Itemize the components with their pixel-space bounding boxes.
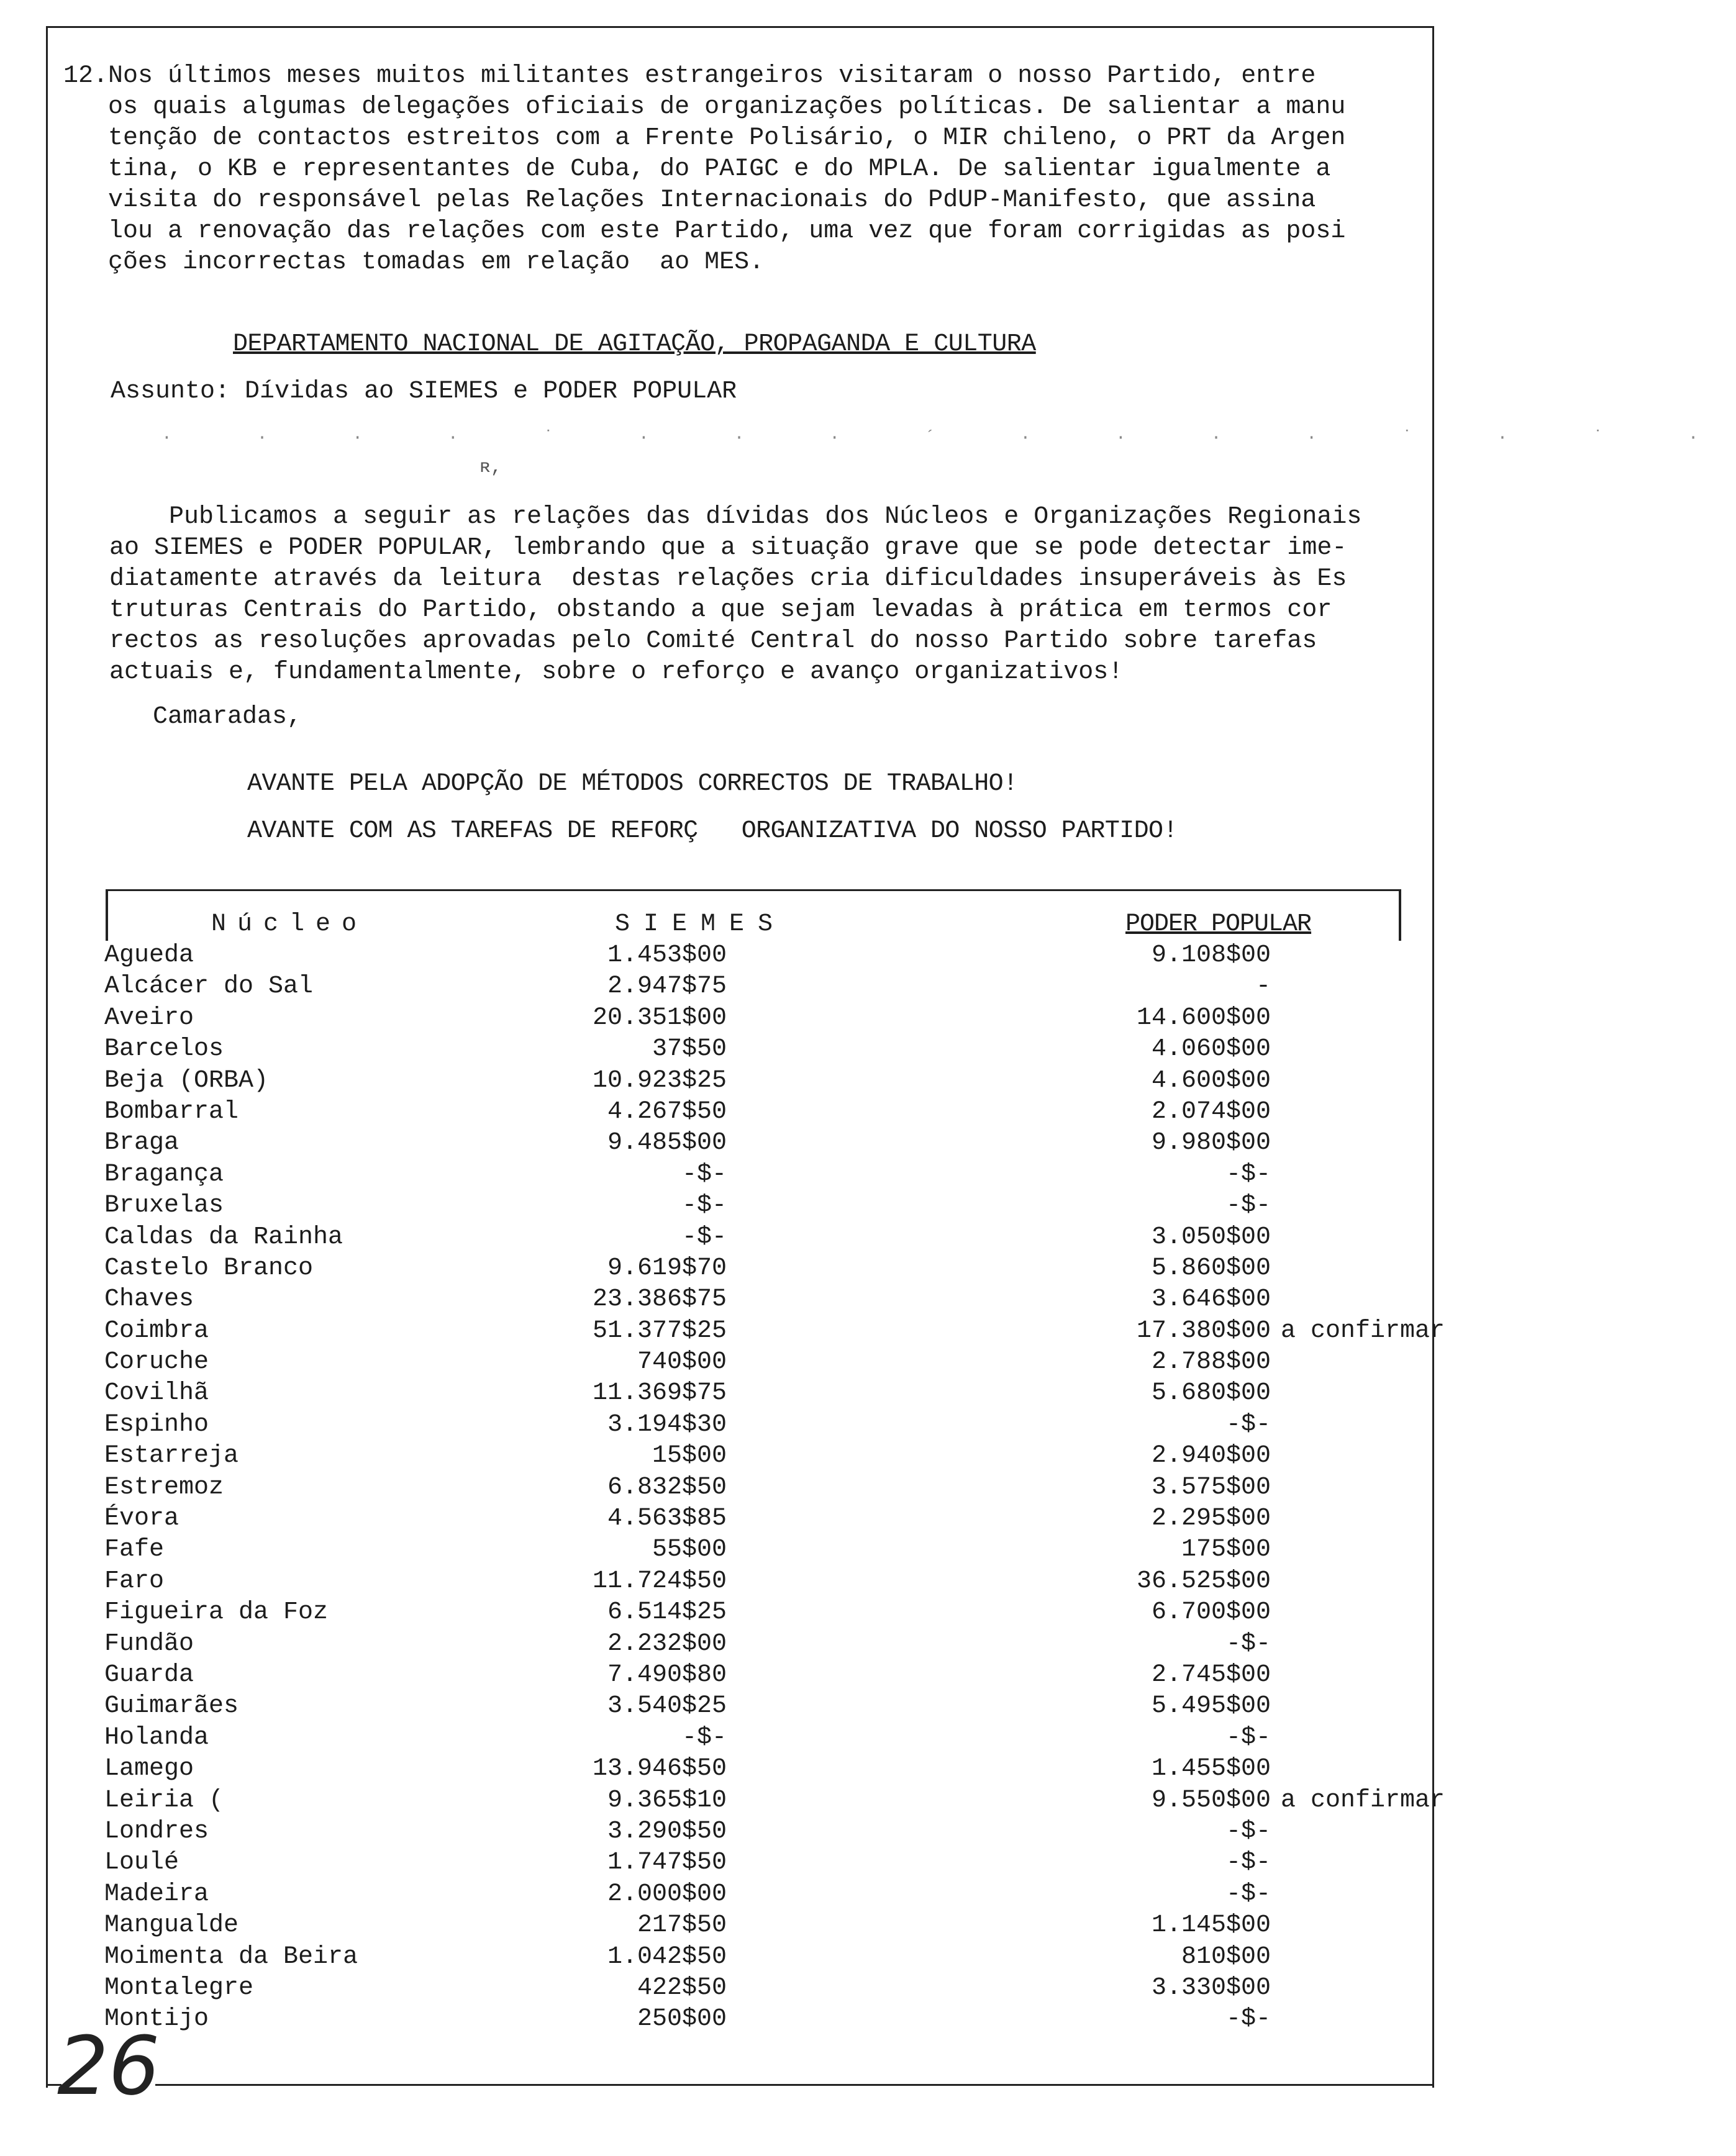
subject-line: Assunto: Dívidas ao SIEMES e PODER POPULAR — [111, 378, 737, 405]
table-row — [0, 940, 1511, 971]
poder-popular-cell: 9.980$00 — [1151, 1129, 1271, 1157]
siemes-cell: 11.369$75 — [592, 1379, 727, 1408]
siemes-cell: 51.377$25 — [592, 1316, 727, 1345]
table-row — [0, 1785, 1511, 1816]
table-row — [0, 1284, 1511, 1315]
poder-popular-cell: 5.495$00 — [1151, 1692, 1271, 1721]
poder-popular-cell: - — [1255, 972, 1271, 1001]
nucleo-cell: Coimbra — [104, 1316, 209, 1345]
nucleo-cell: Figueira da Foz — [104, 1598, 329, 1627]
siemes-cell: -$- — [681, 1192, 727, 1220]
siemes-cell: 55$00 — [652, 1536, 727, 1564]
poder-popular-cell: -$- — [1225, 1849, 1271, 1877]
announcement-line: actuais e, fundamentalmente, sobre o reforço e avanço organizativos! — [109, 658, 1124, 686]
poder-popular-cell: 36.525$00 — [1136, 1567, 1271, 1595]
table-row — [0, 1097, 1511, 1128]
nucleo-cell: Guimarães — [104, 1692, 239, 1721]
nucleo-cell: Leiria ( — [104, 1786, 224, 1814]
page-number: 26 — [57, 2019, 160, 2113]
poder-popular-cell: 9.550$00 — [1151, 1786, 1271, 1814]
column-header-poder-popular: PODER POPULAR — [1125, 910, 1312, 938]
nucleo-cell: Bruxelas — [104, 1192, 224, 1220]
table-row — [0, 1441, 1511, 1472]
paragraph-12-line: lou a renovação das relações com este Partido, uma vez que foram corrigidas as posi — [63, 217, 1346, 245]
table-row — [0, 1066, 1511, 1097]
table-row — [0, 1190, 1511, 1221]
nucleo-cell: Faro — [104, 1567, 165, 1595]
siemes-cell: 6.514$25 — [607, 1598, 727, 1627]
paragraph-12-line: ções incorrectas tomadas em relação ao MES. — [63, 248, 765, 276]
column-header-siemes: SIEMES — [615, 910, 787, 938]
poder-popular-cell: -$- — [1225, 2005, 1271, 2034]
poder-popular-cell: -$- — [1225, 1629, 1271, 1658]
table-row — [0, 1159, 1511, 1190]
page-frame-top — [46, 26, 1434, 28]
nucleo-cell: Montalegre — [104, 1973, 254, 2002]
paragraph-12-line: visita do responsável pelas Relações Internacionais do PdUP-Manifesto, que assina — [63, 186, 1316, 214]
poder-popular-cell: 3.646$00 — [1151, 1285, 1271, 1314]
nucleo-cell: Moimenta da Beira — [104, 1942, 358, 1971]
siemes-cell: 4.267$50 — [607, 1097, 727, 1126]
siemes-cell: 217$50 — [637, 1911, 727, 1940]
table-row — [0, 1879, 1511, 1910]
siemes-cell: 11.724$50 — [592, 1567, 727, 1595]
siemes-cell: 20.351$00 — [592, 1003, 727, 1032]
table-row — [0, 1034, 1511, 1065]
poder-popular-cell: 2.295$00 — [1151, 1505, 1271, 1533]
table-row — [0, 1847, 1511, 1878]
poder-popular-cell: 2.940$00 — [1151, 1442, 1271, 1470]
nucleo-cell: Londres — [104, 1817, 209, 1846]
nucleo-cell: Lamego — [104, 1755, 194, 1783]
stray-text: ʀ, — [479, 457, 502, 478]
nucleo-cell: Fundão — [104, 1629, 194, 1658]
slogan-methods: AVANTE PELA ADOPÇÃO DE MÉTODOS CORRECTOS DE TRABALHO! — [247, 770, 1018, 798]
poder-popular-cell: 1.455$00 — [1151, 1755, 1271, 1783]
poder-popular-cell: -$- — [1225, 1880, 1271, 1908]
nucleo-cell: Montijo — [104, 2005, 209, 2034]
table-row — [0, 1691, 1511, 1722]
nucleo-cell: Beja (ORBA) — [104, 1066, 269, 1095]
siemes-cell: 15$00 — [652, 1442, 727, 1470]
nucleo-cell: Chaves — [104, 1285, 194, 1314]
siemes-cell: 740$00 — [637, 1348, 727, 1377]
siemes-cell: 422$50 — [637, 1973, 727, 2002]
siemes-cell: 3.290$50 — [607, 1817, 727, 1846]
announcement-line: Publicamos a seguir as relações das dívidas dos Núcleos e Organizações Regionais — [109, 503, 1362, 531]
nucleo-cell: Fafe — [104, 1536, 165, 1564]
poder-popular-cell: 5.680$00 — [1151, 1379, 1271, 1408]
table-row — [0, 1253, 1511, 1284]
siemes-cell: 6.832$50 — [607, 1473, 727, 1502]
nucleo-cell: Alcácer do Sal — [104, 972, 314, 1001]
greeting: Camaradas, — [153, 703, 302, 731]
nucleo-cell: Caldas da Rainha — [104, 1223, 343, 1251]
poder-popular-cell: 3.050$00 — [1151, 1223, 1271, 1251]
siemes-cell: 3.540$25 — [607, 1692, 727, 1721]
paragraph-12 — [63, 61, 1424, 278]
siemes-cell: 7.490$80 — [607, 1660, 727, 1689]
poder-popular-cell: 2.745$00 — [1151, 1660, 1271, 1689]
nucleo-cell: Guarda — [104, 1660, 194, 1689]
siemes-cell: 1.453$00 — [607, 941, 727, 969]
table-row — [0, 1128, 1511, 1159]
table-row — [0, 1003, 1511, 1034]
siemes-cell: -$- — [681, 1223, 727, 1251]
announcement-line: diatamente através da leitura destas relações cria dificuldades insuperáveis às Es — [109, 565, 1347, 593]
paragraph-12-line: 12.Nos últimos meses muitos militantes estrangeiros visitaram o nosso Partido, entre — [63, 62, 1316, 90]
nucleo-cell: Braga — [104, 1129, 180, 1157]
table-row — [0, 1410, 1511, 1441]
stray-marks: · · · · ˙ · · · ´ · · · · ˙ · ˙ · — [161, 428, 1736, 448]
nucleo-cell: Castelo Branco — [104, 1254, 314, 1282]
note-cell: a confirmar — [1281, 1316, 1445, 1345]
table-row — [0, 1754, 1511, 1785]
table-row — [0, 1503, 1511, 1534]
table-row — [0, 1723, 1511, 1754]
announcement-line: ao SIEMES e PODER POPULAR, lembrando que a situação grave que se pode detectar ime- — [109, 534, 1347, 562]
department-title: DEPARTAMENTO NACIONAL DE AGITAÇÃO, PROPAGANDA E CULTURA — [233, 330, 1036, 358]
paragraph-12-line: tina, o KB e representantes de Cuba, do PAIGC e do MPLA. De salientar igualmente a — [63, 155, 1331, 183]
table-row — [0, 1347, 1511, 1378]
table-row — [0, 1566, 1511, 1597]
poder-popular-cell: 3.575$00 — [1151, 1473, 1271, 1502]
nucleo-cell: Holanda — [104, 1723, 209, 1752]
poder-popular-cell: -$- — [1225, 1192, 1271, 1220]
table-row — [0, 1910, 1511, 1941]
poder-popular-cell: 6.700$00 — [1151, 1598, 1271, 1627]
poder-popular-cell: 14.600$00 — [1136, 1003, 1271, 1032]
siemes-cell: -$- — [681, 1723, 727, 1752]
poder-popular-cell: 810$00 — [1181, 1942, 1271, 1971]
nucleo-cell: Bombarral — [104, 1097, 239, 1126]
nucleo-cell: Loulé — [104, 1849, 180, 1877]
siemes-cell: 2.947$75 — [607, 972, 727, 1001]
poder-popular-cell: 4.060$00 — [1151, 1035, 1271, 1064]
siemes-cell: 250$00 — [637, 2005, 727, 2034]
siemes-cell: 1.747$50 — [607, 1849, 727, 1877]
poder-popular-cell: -$- — [1225, 1410, 1271, 1439]
poder-popular-cell: -$- — [1225, 1160, 1271, 1189]
siemes-cell: 13.946$50 — [592, 1755, 727, 1783]
page-frame-bottom — [155, 2084, 1434, 2086]
table-row — [0, 971, 1511, 1002]
siemes-cell: 2.232$00 — [607, 1629, 727, 1658]
nucleo-cell: Aveiro — [104, 1003, 194, 1032]
poder-popular-cell: 2.074$00 — [1151, 1097, 1271, 1126]
table-row — [0, 1942, 1511, 1973]
siemes-cell: 2.000$00 — [607, 1880, 727, 1908]
siemes-cell: 9.365$10 — [607, 1786, 727, 1814]
column-header-nucleo: Núcleo — [211, 910, 368, 938]
siemes-cell: 1.042$50 — [607, 1942, 727, 1971]
nucleo-cell: Madeira — [104, 1880, 209, 1908]
siemes-cell: 10.923$25 — [592, 1066, 727, 1095]
table-row — [0, 1629, 1511, 1660]
poder-popular-cell: -$- — [1225, 1723, 1271, 1752]
poder-popular-cell: 4.600$00 — [1151, 1066, 1271, 1095]
siemes-cell: 9.619$70 — [607, 1254, 727, 1282]
poder-popular-cell: 5.860$00 — [1151, 1254, 1271, 1282]
table-row — [0, 2004, 1511, 2035]
poder-popular-cell: 17.380$00 — [1136, 1316, 1271, 1345]
nucleo-cell: Bragança — [104, 1160, 224, 1189]
nucleo-cell: Covilhã — [104, 1379, 209, 1408]
nucleo-cell: Estarreja — [104, 1442, 239, 1470]
note-cell: a confirmar — [1281, 1786, 1445, 1814]
slogan-organizational: AVANTE COM AS TAREFAS DE REFORÇ ORGANIZATIVA DO NOSSO PARTIDO! — [247, 817, 1178, 845]
paragraph-12-line: os quais algumas delegações oficiais de organizações políticas. De salientar a manu — [63, 93, 1346, 121]
debts-table-body — [0, 940, 1511, 2036]
table-row — [0, 1597, 1511, 1628]
table-row — [0, 1222, 1511, 1253]
nucleo-cell: Coruche — [104, 1348, 209, 1377]
poder-popular-cell: 175$00 — [1181, 1536, 1271, 1564]
table-row — [0, 1316, 1511, 1347]
announcement-line: truturas Centrais do Partido, obstando a que sejam levadas à prática em termos cor — [109, 596, 1332, 624]
siemes-cell: -$- — [681, 1160, 727, 1189]
siemes-cell: 4.563$85 — [607, 1505, 727, 1533]
table-row — [0, 1472, 1511, 1503]
nucleo-cell: Agueda — [104, 941, 194, 969]
table-row — [0, 1534, 1511, 1565]
nucleo-cell: Mangualde — [104, 1911, 239, 1940]
table-row — [0, 1973, 1511, 2004]
table-row — [0, 1378, 1511, 1409]
poder-popular-cell: 9.108$00 — [1151, 941, 1271, 969]
siemes-cell: 23.386$75 — [592, 1285, 727, 1314]
poder-popular-cell: 2.788$00 — [1151, 1348, 1271, 1377]
announcement-line: rectos as resoluções aprovadas pelo Comité Central do nosso Partido sobre tarefas — [109, 627, 1317, 655]
nucleo-cell: Évora — [104, 1505, 180, 1533]
poder-popular-cell: 1.145$00 — [1151, 1911, 1271, 1940]
table-row — [0, 1816, 1511, 1847]
siemes-cell: 37$50 — [652, 1035, 727, 1064]
announcement-paragraph — [109, 502, 1420, 688]
siemes-cell: 3.194$30 — [607, 1410, 727, 1439]
nucleo-cell: Estremoz — [104, 1473, 224, 1502]
siemes-cell: 9.485$00 — [607, 1129, 727, 1157]
poder-popular-cell: 3.330$00 — [1151, 1973, 1271, 2002]
table-row — [0, 1660, 1511, 1691]
poder-popular-cell: -$- — [1225, 1817, 1271, 1846]
nucleo-cell: Espinho — [104, 1410, 209, 1439]
nucleo-cell: Barcelos — [104, 1035, 224, 1064]
paragraph-12-line: tenção de contactos estreitos com a Frente Polisário, o MIR chileno, o PRT da Argen — [63, 124, 1346, 152]
